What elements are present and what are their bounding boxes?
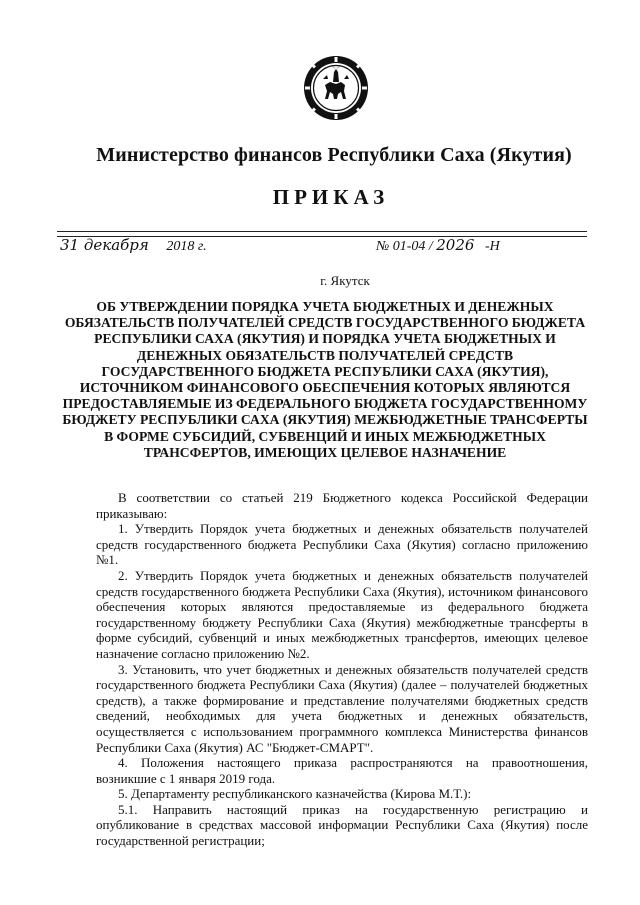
date-year: 2018 г. xyxy=(166,239,207,254)
order-number xyxy=(376,236,500,255)
clause-2: 2. Утвердить Порядок учета бюджетных и денежных обязательств получателей средств государственного бюджета Республики Саха (Якутия), источником финансового обеспечения которых являются предоставляемые из федерального бюджета государственному бюджету Республики Саха (Якутия) межбюджетные трансферты в форме субсидий, субвенций и иных межбюджетных трансфертов, имеющих целевое назначение согласно приложению №2. xyxy=(96,567,588,661)
clause-5-1: 5.1. Направить настоящий приказ на государственную регистрацию и опубликование в средствах массовой информации Республики Саха (Якутия) после государственной регистрации; xyxy=(96,801,588,849)
number-prefix: № 01-04 / xyxy=(376,239,433,254)
intro-paragraph: В соответствии со статьей 219 Бюджетного кодекса Российской Федерации приказываю: xyxy=(96,490,588,521)
number-suffix: -Н xyxy=(484,239,500,254)
document-type: ПРИКАЗ xyxy=(272,185,390,209)
clause-3: 3. Установить, что учет бюджетных и денежных обязательств получателей средств государственного бюджета Республики Саха (Якутия) (далее – получателей бюджетных средств), а также формирование и представление получателями бюджетных средств сведений, необходимых для учета бюджетных и денежных обязательств, осуществляется с использованием программного комплекса Министерства финансов Республики Саха (Якутия) АС "Бюджет-СМАРТ". xyxy=(96,661,588,755)
handwritten-number: 2026 xyxy=(436,236,475,254)
handwritten-date: 31 декабря xyxy=(60,236,149,254)
city: г. Якутск xyxy=(320,273,370,288)
header-rule xyxy=(57,231,587,232)
order-title: ОБ УТВЕРЖДЕНИИ ПОРЯДКА УЧЕТА БЮДЖЕТНЫХ И ДЕНЕЖНЫХ ОБЯЗАТЕЛЬСТВ ПОЛУЧАТЕЛЕЙ СРЕДСТВ ГОСУДАРСТВЕННОГО БЮДЖЕТА РЕСПУБЛИКИ САХА (ЯКУТИЯ) И ПОРЯДКА УЧЕТА БЮДЖЕТНЫХ И ДЕНЕЖНЫХ ОБЯЗАТЕЛЬСТВ ПОЛУЧАТЕЛЕЙ СРЕДСТВ ГОСУДАРСТВЕННОГО БЮДЖЕТА РЕСПУБЛИКИ САХА (ЯКУТИЯ), ИСТОЧНИКОМ ФИНАНСОВОГО ОБЕСПЕЧЕНИЯ КОТОРЫХ ЯВЛЯЮТСЯ ПРЕДОСТАВЛЯЕМЫЕ ИЗ ФЕДЕРАЛЬНОГО БЮДЖЕТА ГОСУДАРСТВЕННОМУ БЮДЖЕТУ РЕСПУБЛИКИ САХА (ЯКУТИЯ) МЕЖБЮДЖЕТНЫЕ ТРАНСФЕРТЫ В ФОРМЕ СУБСИДИЙ, СУБВЕНЦИЙ И ИНЫХ МЕЖБЮДЖЕТНЫХ ТРАНСФЕРТОВ, ИМЕЮЩИХ ЦЕЛЕВОЕ НАЗНАЧЕНИЕ xyxy=(62,299,588,460)
ministry-name: Министерство финансов Республики Саха (Якутия) xyxy=(96,144,572,166)
coat-of-arms-icon xyxy=(303,55,369,121)
clause-1: 1. Утвердить Порядок учета бюджетных и денежных обязательств получателей средств государственного бюджета Республики Саха (Якутия) согласно приложению №1. xyxy=(96,521,588,568)
clause-5: 5. Департаменту республиканского казначейства (Кирова М.Т.): xyxy=(118,786,472,802)
order-body xyxy=(96,490,588,849)
clause-4: 4. Положения настоящего приказа распространяются на правоотношения, возникшие с 1 января 2019 года. xyxy=(96,755,588,786)
order-date xyxy=(60,236,207,255)
